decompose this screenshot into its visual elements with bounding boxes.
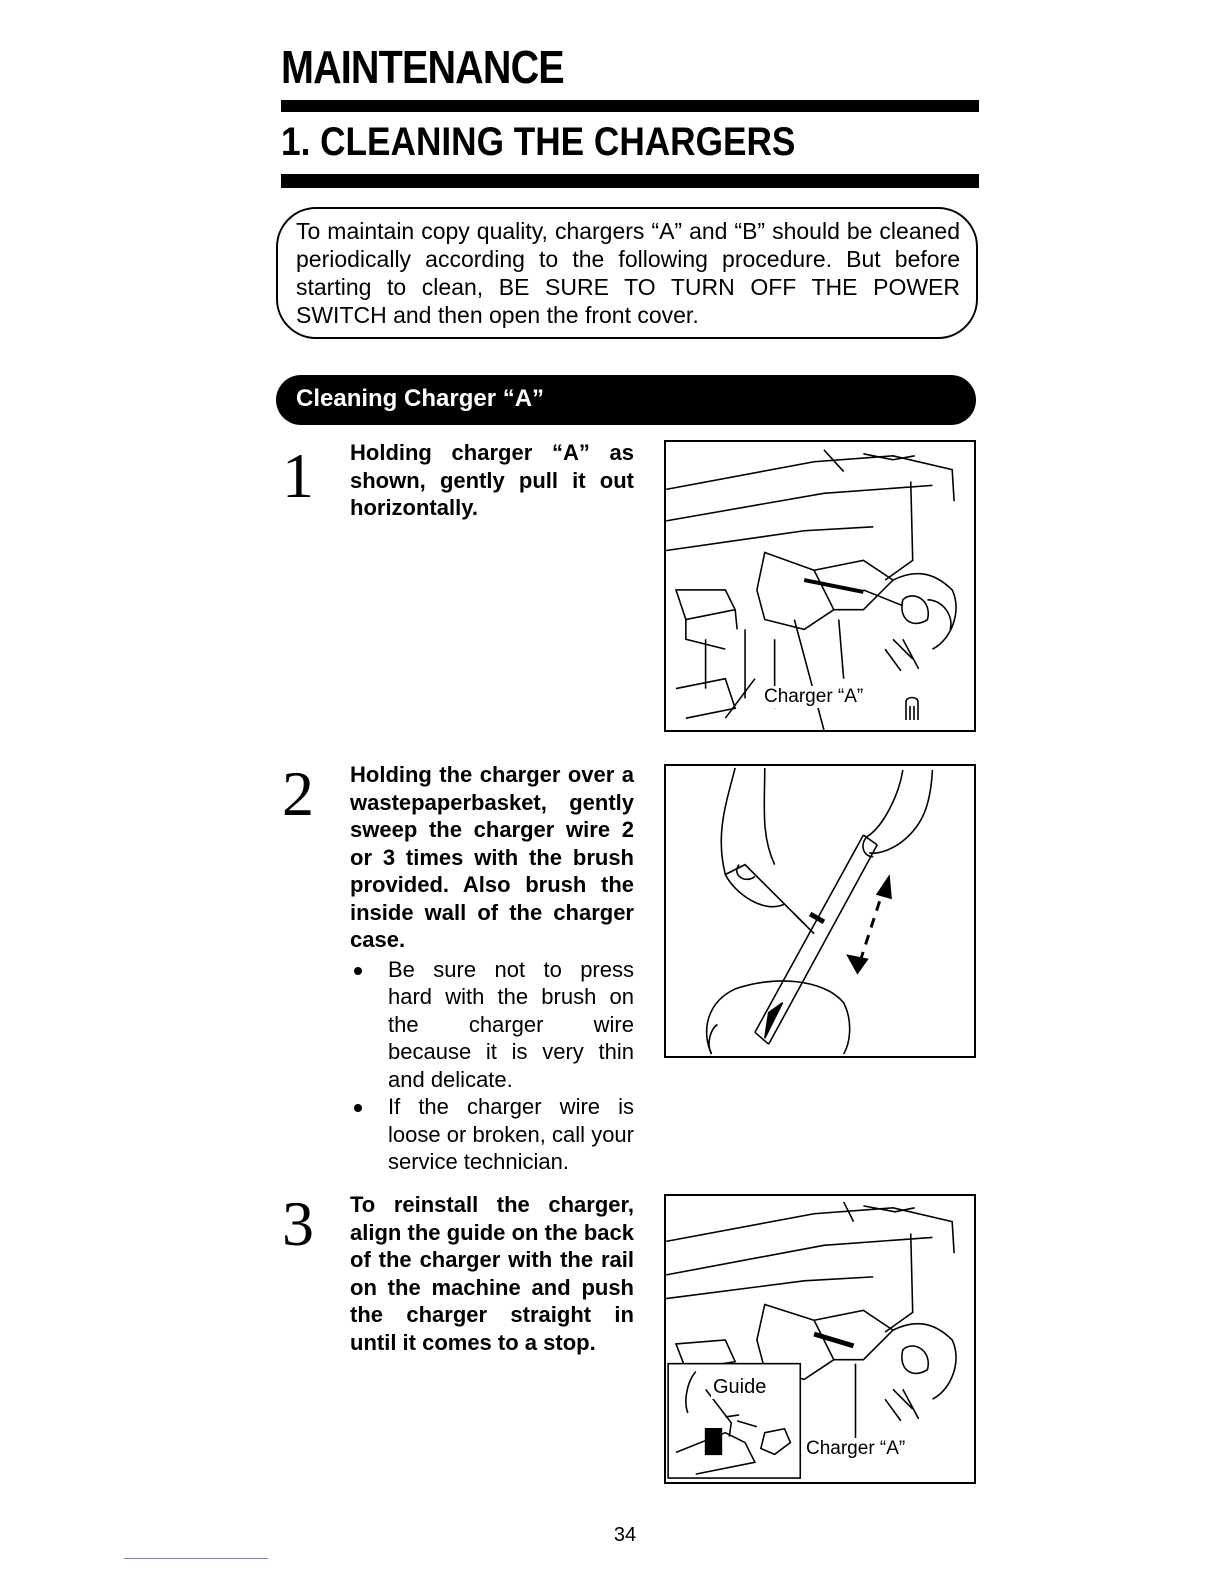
step-1-number: 1 xyxy=(282,440,314,511)
footer-rule xyxy=(124,1558,268,1559)
subsection-title: 1. CLEANING THE CHARGERS xyxy=(281,120,796,164)
figure-label-charger-a: Charger “A” xyxy=(806,1438,906,1459)
intro-text: To maintain copy quality, chargers “A” and “B” should be cleaned periodically according to the following procedure. But before starting to clean, BE SURE TO TURN OFF THE POWER SWITCH and then open the front cover. xyxy=(296,218,960,328)
step-2-notes xyxy=(350,956,634,1176)
subtitle-rule xyxy=(281,174,979,188)
banner-label: Cleaning Charger “A” xyxy=(296,385,545,412)
title-rule xyxy=(281,100,979,112)
figure-label-charger-a: Charger “A” xyxy=(764,686,864,707)
step-2-number: 2 xyxy=(282,758,314,829)
step-1-illustration xyxy=(664,440,976,732)
step-3-number: 3 xyxy=(282,1188,314,1259)
figure-label-guide: Guide xyxy=(713,1376,767,1398)
step-2-instruction: Holding the charger over a wastepaperbasket, gently sweep the charger wire 2 or 3 times with the brush provided. Also brush the inside wall of the charger case. xyxy=(350,762,634,952)
step-2-illustration xyxy=(664,764,976,1058)
step-3-illustration xyxy=(664,1194,976,1484)
page-number: 34 xyxy=(613,1524,637,1546)
step-2-text xyxy=(350,761,634,1176)
figure-mark-icon xyxy=(902,692,924,722)
step-2-note-1: Be sure not to press hard with the brush on the charger wire because it is very thin and delicate. xyxy=(350,956,634,1094)
step-1-text: Holding charger “A” as shown, gently pull it out horizontally. xyxy=(350,440,634,520)
step-3-text: To reinstall the charger, align the guide on the back of the charger with the rail on the machine and push the charger straight in until it comes to a stop. xyxy=(350,1192,634,1355)
step-2-note-2: If the charger wire is loose or broken, call your service technician. xyxy=(350,1093,634,1176)
section-title: MAINTENANCE xyxy=(281,41,564,93)
